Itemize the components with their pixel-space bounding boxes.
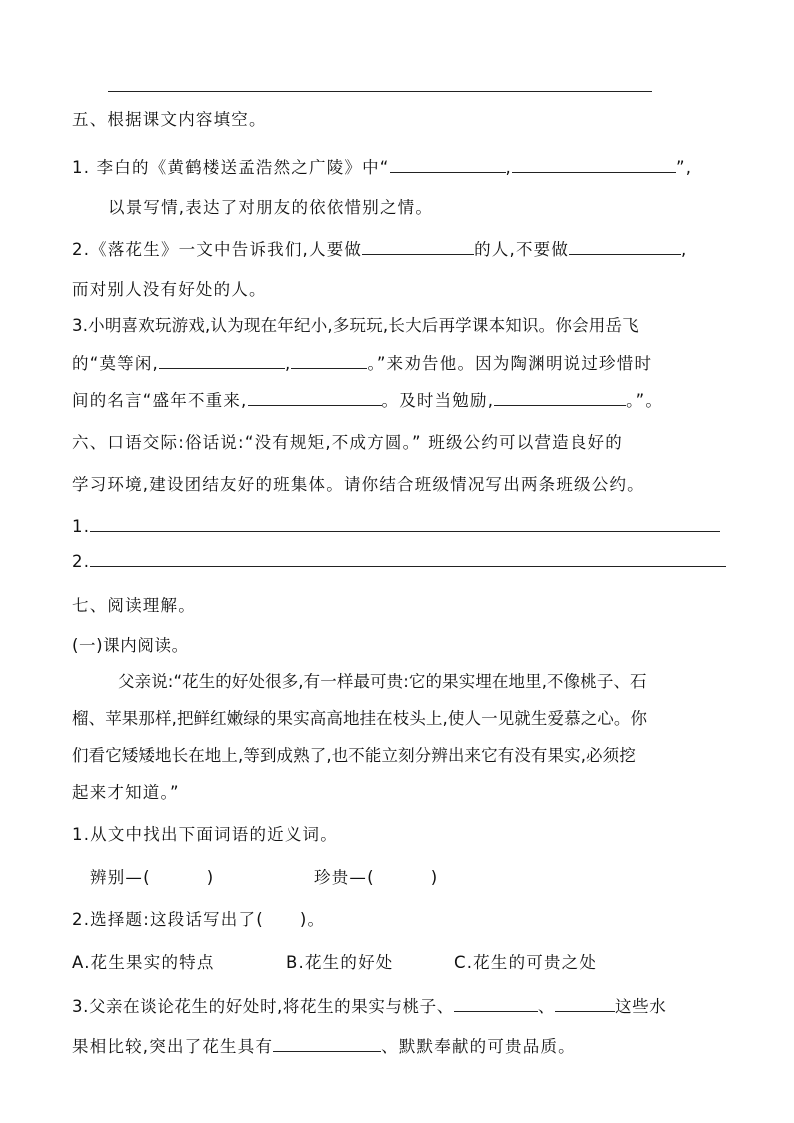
blank-q2-b[interactable] [569, 237, 681, 255]
section5-q3-line1: 3.小明喜欢玩游戏,认为现在年纪小,多玩玩,长大后再学课本知识。你会用岳飞 [72, 316, 639, 335]
section6-line2: 学习环境,建设团结友好的班集体。请你结合班级情况写出两条班级公约。 [72, 475, 645, 494]
blank-fruit-2[interactable] [555, 994, 615, 1012]
reading-q3-line2: 果相比较,突出了花生具有 、默默奉献的可贵品质。 [72, 1034, 576, 1059]
blank-q1-b[interactable] [512, 155, 676, 173]
section5-q1: 1. 李白的《黄鹤楼送孟浩然之广陵》中“ , ”, [72, 155, 692, 180]
top-answer-line [108, 91, 652, 92]
section7-heading: 七、阅读理解。 [72, 596, 196, 615]
reading-q2: 2.选择题:这段话写出了( )。 [72, 910, 326, 929]
section7-subheading: (一)课内阅读。 [72, 636, 189, 655]
blank-quality[interactable] [273, 1034, 381, 1052]
passage-line2: 榴、苹果那样,把鲜红嫩绿的果实高高地挂在枝头上,使人一见就生爱慕之心。你 [72, 709, 648, 728]
reading-q1: 1.从文中找出下面词语的近义词。 [72, 825, 338, 844]
section5-q3-line3: 间的名言“盛年不重来, 。及时当勉励, 。”。 [72, 388, 663, 413]
blank-q2-a[interactable] [362, 237, 474, 255]
section6-item1: 1. [72, 514, 720, 539]
passage-line4: 起来才知道。” [72, 783, 180, 802]
blank-q1-a[interactable] [390, 155, 506, 173]
option-c[interactable]: C.花生的可贵之处 [454, 953, 598, 972]
blank-q3-b[interactable] [291, 351, 367, 369]
section5-q2: 2.《落花生》一文中告诉我们,人要做 的人,不要做 , [72, 237, 688, 262]
blank-q3-d[interactable] [494, 388, 626, 406]
section5-heading: 五、根据课文内容填空。 [72, 110, 267, 129]
reading-q3: 3.父亲在谈论花生的好处时,将花生的果实与桃子、 、 这些水 [72, 994, 666, 1019]
section5-q1-line2: 以景写情,表达了对朋友的依依惜别之情。 [108, 198, 434, 217]
synonym-1: 辨别—( ) [90, 868, 215, 887]
passage-line1: 父亲说:“花生的好处很多,有一样最可贵:它的果实埋在地里,不像桃子、石 [118, 672, 647, 691]
blank-q3-a[interactable] [159, 351, 285, 369]
passage-line3: 们看它矮矮地长在地上,等到成熟了,也不能立刻分辨出来它有没有果实,必须挖 [72, 746, 636, 765]
section6-item2: 2. [72, 549, 726, 574]
section5-q3-line2: 的“莫等闲, , 。”来劝告他。因为陶渊明说过珍惜时 [72, 351, 652, 376]
section5-q2-line2: 而对别人没有好处的人。 [72, 280, 267, 299]
blank-pact-2[interactable] [90, 549, 726, 567]
blank-q3-c[interactable] [248, 388, 382, 406]
blank-fruit-1[interactable] [454, 994, 538, 1012]
option-a[interactable]: A.花生果实的特点 [72, 953, 215, 972]
section6-line1: 六、口语交际:俗话说:“没有规矩,不成方圆。” 班级公约可以营造良好的 [72, 433, 623, 452]
blank-pact-1[interactable] [90, 514, 720, 532]
synonym-2: 珍贵—( ) [314, 868, 439, 887]
option-b[interactable]: B.花生的好处 [286, 953, 394, 972]
